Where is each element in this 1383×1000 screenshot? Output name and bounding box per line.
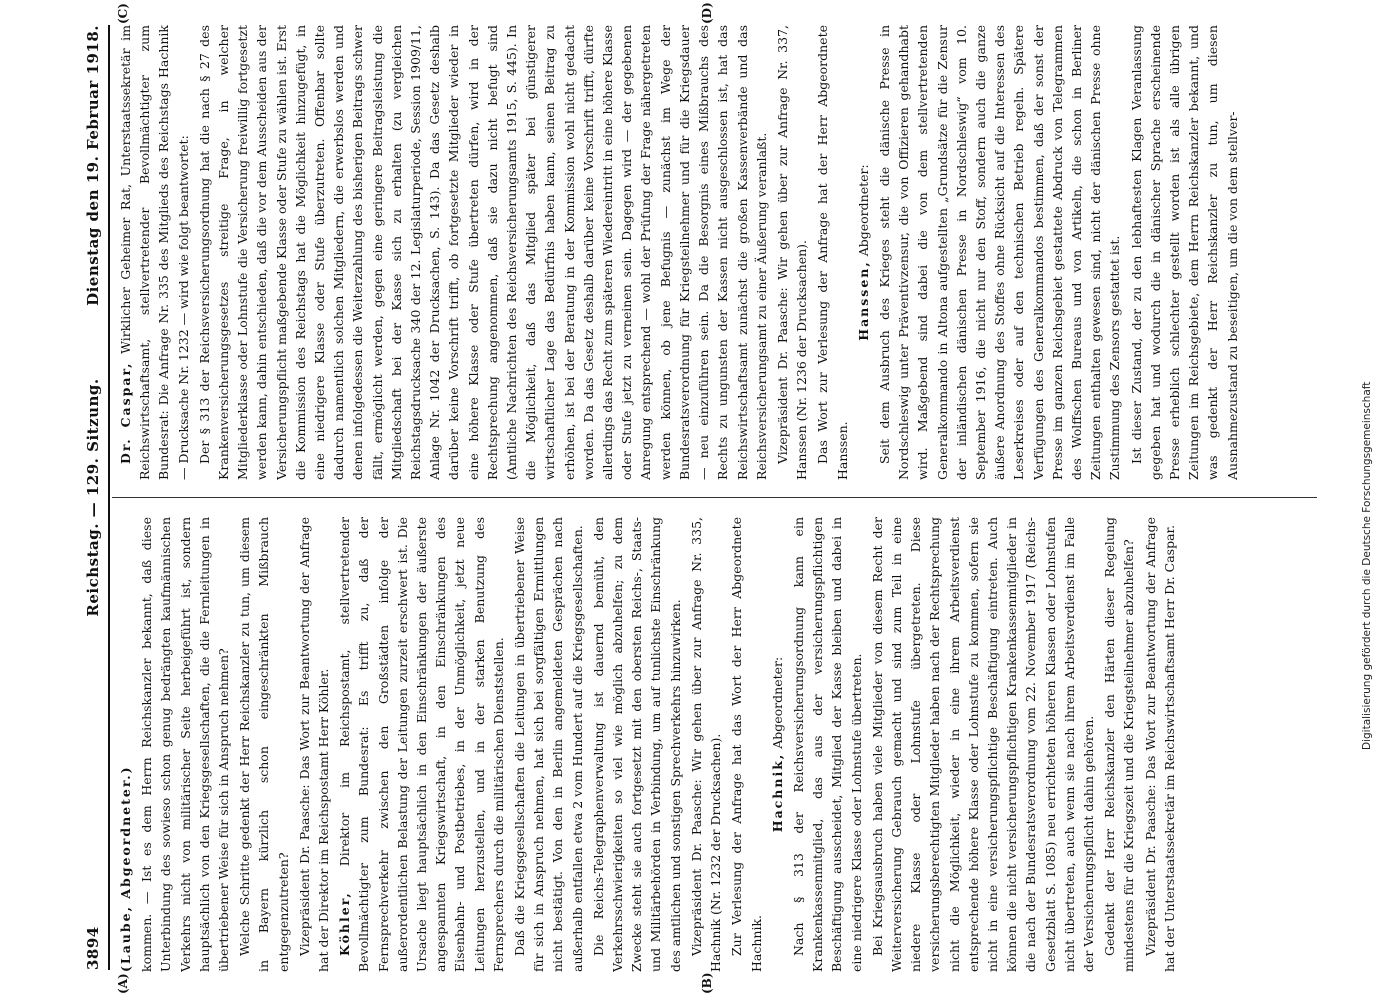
left-column-paragraph bbox=[868, 517, 1098, 972]
left-column-paragraph bbox=[1100, 517, 1138, 972]
header-rule bbox=[108, 25, 110, 970]
paragraph-text: Bei Kriegsausbruch haben viele Mitglieder von diesem Recht der Weiterversicherung Gebrauch gemacht und sind zum Teil in eine niedere Klasse oder Lohnstufe übergetreten. Diese versicherungsberechtigten Mitglieder haben nach der Rechtsprechung nicht die Möglichkeit, wieder in eine ihrem Arbeitsverdienst entsprechende höhere Klasse oder Lohnstufe zu kommen, sofern sie nicht in eine versicherungspflichtige Beschäftigung eintreten. Auch können die nicht versicherungspflichtigen Krankenkassenmitglieder in die nach der Bundesratsverordnung vom 22. November 1917 (Reichs-Gesetzblatt S. 1085) neu errichteten höheren Klassen oder Lohnstufen nicht übertreten, auch wenn sie nach ihrem Arbeitsverdienst im Falle der Versicherungspflicht dahin gehören. bbox=[869, 517, 1096, 972]
paragraph-text: Nach § 313 der Reichsversicherungsordnung kann ein Krankenkassenmitglied, das aus der versicherungspflichtigen Beschäftigung ausscheidet, Mitglied der Kasse bleiben und dabei in eine niedrigere Klasse oder Lohnstufe übertreten. bbox=[790, 517, 864, 972]
running-header bbox=[84, 25, 106, 970]
paragraph-text: Abgeordneter: bbox=[855, 164, 871, 257]
right-column-paragraph bbox=[854, 25, 873, 480]
left-text-column bbox=[116, 517, 1336, 972]
speaker-name: Hanssen, bbox=[855, 260, 871, 341]
left-column-paragraph bbox=[295, 517, 333, 972]
paragraph-text: Direktor im Reichspostamt, stellvertretender Bevollmächtigter zum Bundesrat: Es trifft zu, daß der Fernsprechverkehr zwischen den Großstädten infolge der außerordentlichen Belastung der Leitungen zurzeit erschwert ist. Die Ursache liegt hauptsächlich in den Einschränkungen der äußerste angespannten Kriegswirtschaft, in den Einschränkungen des Eisenbahn- und Postbetriebes, in der Unmöglichkeit, jetzt neue Leitungen herzustellen, und in der starken Benutzung des Fernsprechers durch die militärischen Dienststellen. bbox=[337, 517, 506, 972]
speaker-name: Dr. Caspar, bbox=[118, 361, 133, 464]
speaker-name: (Laube, Abgeordneter.) bbox=[118, 765, 133, 972]
page-number: 3894 bbox=[84, 926, 102, 970]
paragraph-text: Welche Schritte gedenkt der Herr Reichskanzler zu tun, um diesem in Bayern kürzlich schon eingeschränkten Mißbrauch entgegenzutreten? bbox=[237, 517, 291, 972]
left-column-paragraph bbox=[768, 517, 787, 972]
header-date: Dienstag den 19. Februar 1918. bbox=[84, 25, 102, 306]
digitization-credit: Digitalisierung gefördert durch die Deutsche Forschungsgemeinschaft bbox=[1361, 381, 1373, 750]
left-column-paragraph bbox=[1141, 517, 1179, 972]
paragraph-text: kommen. — Ist es dem Herrn Reichskanzler bekannt, daß diese Unterbindung des sowieso schon genug bedrängten kaufmännischen Verkehrs nicht von militärischer Seite herbeigeführt ist, sondern hauptsächlich von den Kriegsgesellschaften, die die Fernleitungen in übertriebener Weise für sich in Anspruch nehmen? bbox=[139, 517, 232, 972]
paragraph-text: Zur Verlesung der Anfrage hat das Wort der Herr Abgeordnete Hachnik. bbox=[729, 517, 764, 972]
paragraph-text: Vizepräsident Dr. Paasche: Das Wort zur Beantwortung der Anfrage hat der Direktor im Reichspostamt Herr Köhler. bbox=[296, 517, 332, 972]
header-session: Reichstag. — 129. Sitzung. bbox=[84, 378, 102, 617]
left-column-paragraph bbox=[137, 517, 233, 972]
speaker-name: Hachnik, bbox=[769, 752, 785, 833]
paragraph-text: Das Wort zur Verlesung der Anfrage hat der Herr Abgeordnete Hanssen. bbox=[815, 25, 850, 480]
right-column-paragraph bbox=[813, 25, 851, 480]
right-column-paragraph bbox=[116, 25, 193, 480]
margin-marker-a: (A) bbox=[116, 973, 130, 994]
paragraph-text: Gedenkt der Herr Reichskanzler den Härten dieser Regelung mindestens für die Kriegszeit und die Kriegsteilnehmer abzuhelfen? bbox=[1102, 517, 1137, 972]
speaker-name: Köhler, bbox=[337, 891, 353, 956]
right-column-paragraph bbox=[195, 25, 771, 480]
left-column-paragraph bbox=[589, 517, 685, 972]
left-column-paragraph bbox=[687, 517, 725, 972]
left-column-paragraph bbox=[510, 517, 587, 972]
left-column-paragraph bbox=[235, 517, 293, 972]
left-column-paragraph bbox=[727, 517, 765, 972]
margin-marker-d: (D) bbox=[700, 2, 714, 24]
paragraph-text: Vizepräsident Dr. Paasche: Wir gehen über zur Anfrage Nr. 335, Hachnik (Nr. 1232 der Drucksachen). bbox=[688, 517, 724, 972]
paragraph-text: Daß die Kriegsgesellschaften die Leitungen in übertriebener Weise für sich in Anspruch nehmen, hat sich bei sorgfältigen Ermittlungen nicht bestätigt. Von den in Berlin angemeldeten Gesprächen nach außerhalb entfallen etwa 2 vom Hundert auf die Kriegsgesellschaften. bbox=[512, 517, 585, 972]
paragraph-text: Vizepräsident Dr. Paasche: Wir gehen über zur Anfrage Nr. 337, Hanssen (Nr. 1236 der Drucksachen). bbox=[774, 25, 810, 480]
paragraph-text: Seit dem Ausbruch des Krieges steht die dänische Presse in Nordschleswig unter Präventivzensur, die von Offizieren gehandhabt wird. Maßgebend sind dabei die von dem stellvertretenden Generalkommando in Altona aufgestellten „Grundsätze für die Zensur der inländischen dänischen Presse in Nordschleswig“ vom 10. September 1916, die nicht nur den Stoff, sondern auch die ganze äußere Anordnung des Stoffes ohne Rücksicht auf die Interessen des Leserkreises oder auf den technischen Betrieb regeln. Spätere Verfügungen des Generalkommandos bestimmen, daß der sonst der Presse im ganzen Reichsgebiet gestattete Abdruck von Telegrammen des Wolffschen Bureaus und von Artikeln, die schon in Berliner Zeitungen enthalten gewesen sind, nicht der dänischen Presse ohne Zustimmung des Zensors gestattet ist. bbox=[876, 25, 1123, 480]
margin-marker-c: (C) bbox=[116, 3, 130, 24]
column-divider bbox=[112, 497, 1317, 498]
right-column-paragraph bbox=[875, 25, 1125, 480]
paragraph-text: Ist dieser Zustand, der zu den lebhaftesten Klagen Veranlassung gegeben hat und wodurch die in dänischer Sprache erscheinende Presse erheblich schlechter gestellt worden ist als alle übrigen Zeitungen im Reichsgebiete, dem Herrn Reichskanzler bekannt, und was gedenkt der Herr Reichskanzler zu tun, um diesen Ausnahmezustand zu beseitigen, um die von dem stellver- bbox=[1128, 25, 1240, 480]
paragraph-text: Wirklicher Geheimer Rat, Unterstaatssekretär im Reichswirtschaftsamt, stellvertretender Bevollmächtigter zum Bundesrat: Die Anfrage Nr. 335 des Mitglieds des Reichstags Hachnik — Drucksache Nr. 1232 — wird wie folgt beantwortet: bbox=[118, 25, 191, 480]
right-column-paragraph bbox=[1127, 25, 1242, 480]
left-column-paragraph bbox=[335, 517, 508, 972]
left-column-paragraph bbox=[789, 517, 866, 972]
paragraph-text: Abgeordneter: bbox=[769, 656, 785, 749]
paragraph-text: Der § 313 der Reichsversicherungsordnung hat die nach § 27 des Krankenversicherungsgesetzes streitige Frage, in welcher Mitgliederklasse oder Lohnstufe die Versicherung freiwillig fortgesetzt werden kann, dahin entschieden, daß die vor dem Ausscheiden aus der Versicherungspflicht maßgebende Klasse oder Stufe zu wählen ist. Erst die Kommission des Reichstags hat die Möglichkeit hinzugefügt, in eine niedrigere Klasse oder Stufe überzutreten. Offenbar sollte dadurch namentlich solchen Mitgliedern, die erwerbslos werden und denen infolgedessen die Weiterzahlung des bisherigen Beitrags schwer fällt, ermöglicht werden, gegen eine geringere Beitragsleistung die Mitgliedschaft bei der Kasse sich zu erhalten (zu vergleichen Reichstagsdrucksache 340 der 12. Legislaturperiode, Session 1909/11, Anlage Nr. 1042 der Drucksachen, S. 143). Da das Gesetz deshalb darüber keine Vorschrift trifft, ob fortgesetzte Mitglieder wieder in eine höhere Klasse oder Stufe übertreten dürfen, wird in der Rechtsprechung angenommen, daß sie dazu nicht befugt sind (Amtliche Nachrichten des Reichsversicherungsamts 1915, S. 445). In die Möglichkeit, daß das Mitglied später bei günstigerer wirtschaftlicher Lage das Bedürfnis haben kann, seinen Beitrag zu erhöhen, ist bei der Beratung in der Kommission wohl nicht gedacht worden. Da das Gesetz deshalb darüber keine Vorschrift trifft, dürfte allerdings das Recht zum späteren Wiedereintritt in eine höhere Klasse oder Stufe jetzt zu verneinen sein. Dagegen wird — der gegebenen Anregung entsprechend — wohl der Prüfung der Frage nähergetreten werden können, ob jene Befugnis — zunächst im Wege der Bundesratsverordnung für Kriegsteilnehmer und für die Kriegsdauer — neu einzuführen sein. Da die Besorgnis eines Mißbrauchs des Rechts zu ungunsten der Kassen nicht ausgeschlossen ist, hat das Reichswirtschaftsamt zunächst die großen Kassenverbände und das Reichsversicherungsamt zu einer Äußerung veranlaßt. bbox=[196, 25, 769, 480]
margin-marker-b: (B) bbox=[700, 972, 714, 994]
paragraph-text: Vizepräsident Dr. Paasche: Das Wort zur Beantwortung der Anfrage hat der Unterstaatssekretär im Reichswirtschaftsamt Herr Dr. Caspar. bbox=[1142, 517, 1177, 972]
right-column-paragraph bbox=[773, 25, 811, 480]
paragraph-text: Die Reichs-Telegraphenverwaltung ist dauernd bemüht, den Verkehrsschwierigkeiten so viel wie möglich abzuhelfen; zu dem Zwecke steht sie auch fortgesetzt mit den obersten Reichs-, Staats- und Militärbehörden in Verbindung, um auf tunlichste Einschränkung des amtlichen und sonstigen Sprechverkehrs hinzuwirken. bbox=[590, 517, 683, 972]
right-text-column bbox=[116, 25, 1336, 480]
left-column-paragraph bbox=[116, 517, 135, 972]
